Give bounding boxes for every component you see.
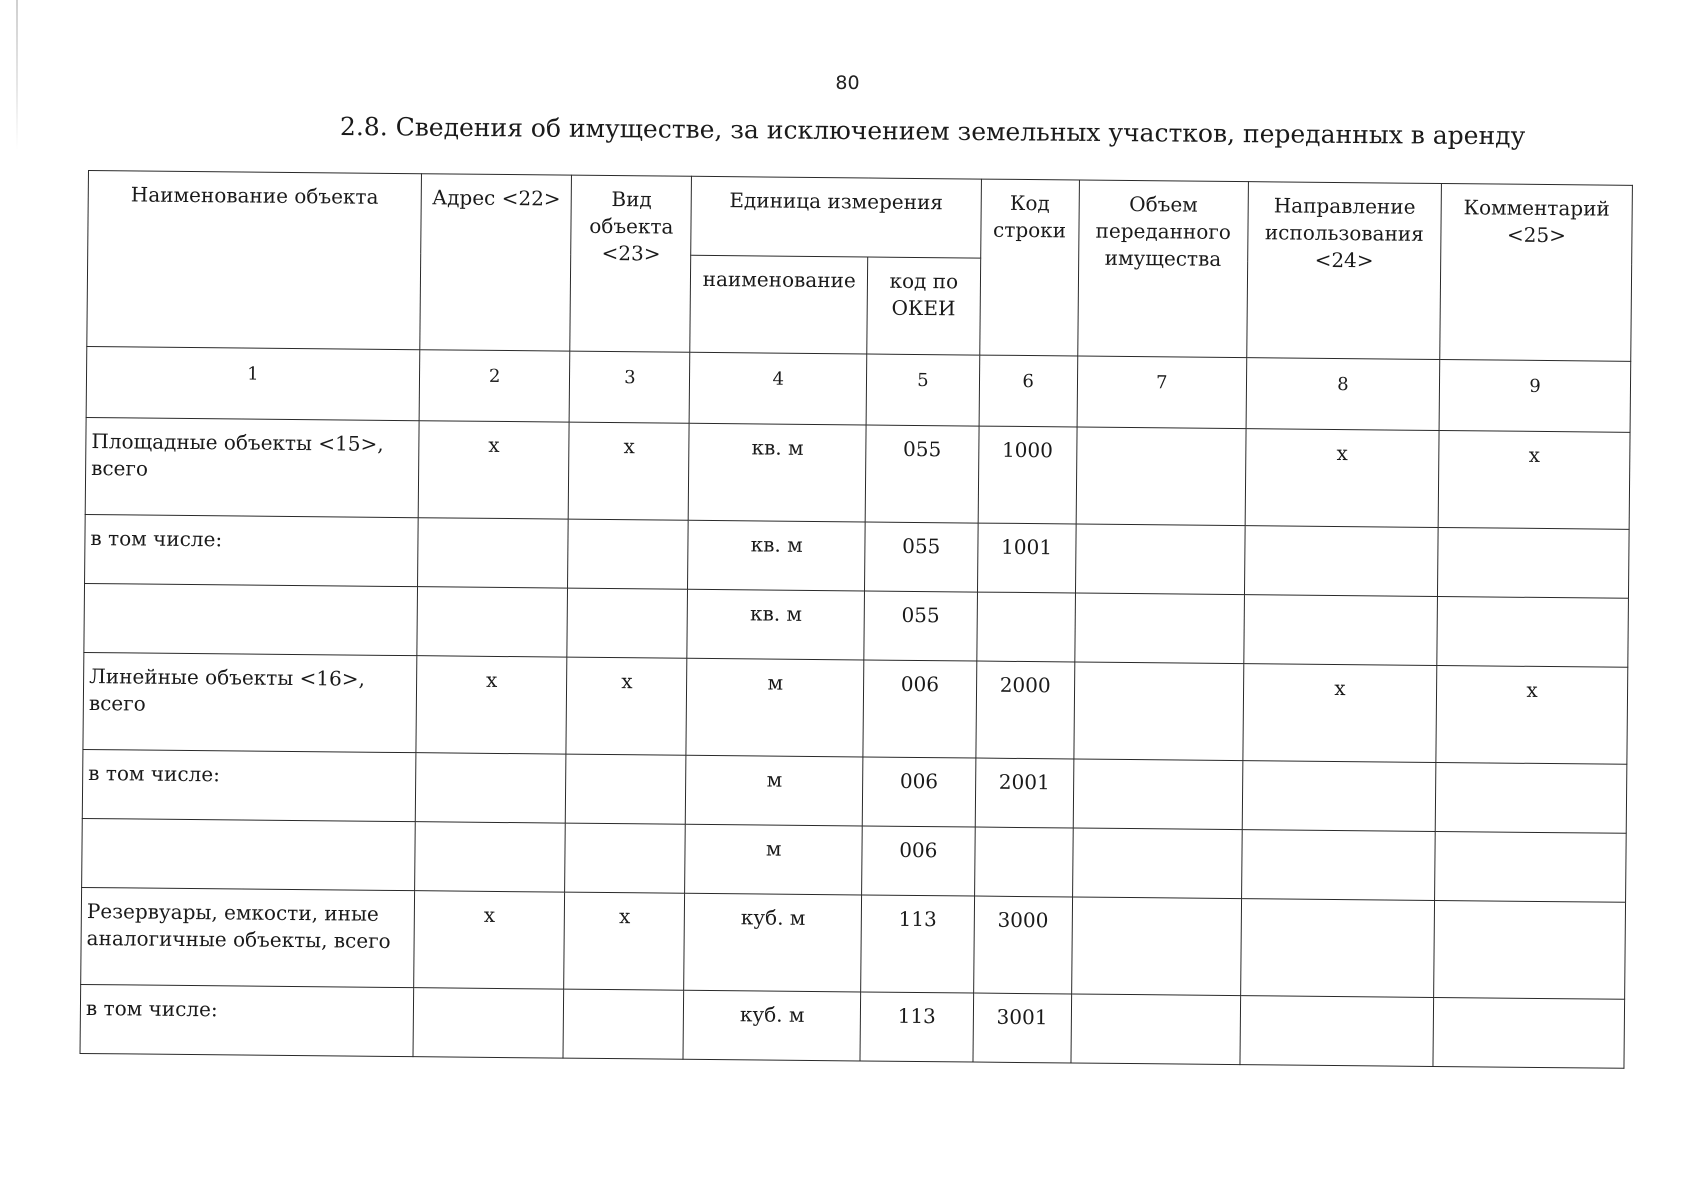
cell-name: в том числе:	[82, 749, 415, 821]
cell-name: Линейные объекты <16>, всего	[83, 652, 417, 752]
cell-comment: x	[1438, 430, 1630, 529]
cell-volume	[1075, 524, 1245, 595]
cell-volume	[1076, 427, 1246, 526]
cell-address	[413, 988, 564, 1058]
cell-unit: м	[685, 824, 862, 895]
cell-type: x	[569, 422, 690, 520]
header-row-code: Код строки	[979, 179, 1079, 356]
cell-code	[974, 827, 1073, 897]
cell-type	[567, 588, 688, 658]
header-unit-group: Единица измерения	[691, 176, 981, 258]
cell-okei: 055	[865, 522, 978, 592]
property-table-container	[80, 170, 1633, 1069]
cell-okei: 006	[863, 660, 976, 758]
cell-comment	[1437, 527, 1629, 598]
column-number: 6	[979, 355, 1078, 427]
header-comment: Комментарий <25>	[1440, 183, 1633, 361]
column-number: 9	[1439, 359, 1631, 432]
cell-code: 1000	[978, 426, 1077, 524]
header-type: Вид объекта <23>	[570, 175, 692, 352]
cell-address	[417, 518, 568, 588]
column-number: 2	[419, 350, 570, 422]
header-unit-name: наименование	[690, 255, 868, 354]
cell-code	[976, 592, 1075, 662]
cell-unit: кв. м	[689, 423, 867, 522]
cell-volume	[1071, 994, 1241, 1065]
cell-type	[566, 754, 687, 824]
cell-name: Площадные объекты <15>, всего	[85, 417, 419, 517]
cell-name: Резервуары, емкости, иные аналогичные объекты, всего	[81, 887, 415, 987]
table-row-area-total	[85, 417, 1630, 529]
column-number: 8	[1246, 358, 1440, 431]
table-row-reservoir-including	[80, 984, 1625, 1068]
header-row-main	[88, 171, 1633, 265]
header-address: Адрес <22>	[420, 174, 572, 351]
column-number: 4	[689, 352, 866, 425]
cell-direction	[1244, 595, 1438, 666]
cell-volume	[1071, 897, 1241, 996]
section-title: 2.8. Сведения об имуществе, за исключением земельных участков, переданных в аренду	[339, 112, 1526, 151]
cell-direction: x	[1245, 429, 1439, 528]
cell-address: x	[413, 891, 565, 989]
cell-name: в том числе:	[85, 514, 418, 586]
cell-direction	[1241, 830, 1435, 901]
cell-name	[82, 818, 415, 890]
cell-name	[84, 583, 417, 655]
cell-volume	[1074, 662, 1244, 761]
column-number: 5	[866, 354, 979, 426]
cell-unit: кв. м	[688, 520, 865, 591]
cell-volume	[1075, 593, 1245, 664]
column-number: 1	[86, 346, 419, 420]
cell-code: 3000	[973, 896, 1072, 994]
cell-type	[565, 823, 686, 893]
cell-volume	[1073, 759, 1243, 830]
cell-direction	[1244, 526, 1438, 597]
cell-type: x	[566, 657, 687, 755]
cell-comment	[1437, 596, 1629, 667]
cell-comment: x	[1436, 665, 1628, 764]
cell-okei: 113	[860, 992, 973, 1062]
cell-direction	[1242, 761, 1436, 832]
cell-unit: кв. м	[687, 589, 864, 660]
cell-address	[414, 822, 565, 892]
cell-code: 2000	[975, 661, 1074, 759]
cell-type	[568, 519, 689, 589]
column-number: 7	[1077, 356, 1247, 429]
cell-okei: 006	[862, 826, 975, 896]
header-name: Наименование объекта	[87, 171, 421, 350]
header-direction: Направление использования <24>	[1247, 182, 1442, 360]
cell-volume	[1072, 828, 1242, 899]
page-number: 80	[835, 72, 860, 94]
cell-okei: 113	[861, 895, 974, 993]
cell-type	[563, 989, 684, 1059]
cell-okei: 055	[865, 425, 978, 523]
cell-code: 2001	[975, 758, 1074, 828]
cell-direction	[1240, 899, 1434, 998]
cell-name: в том числе:	[80, 984, 413, 1056]
cell-unit: м	[686, 755, 863, 826]
cell-direction	[1240, 996, 1434, 1067]
cell-okei: 055	[864, 591, 977, 661]
header-volume: Объем переданного имущества	[1077, 180, 1248, 358]
column-number: 3	[569, 351, 690, 423]
cell-code: 1001	[977, 523, 1076, 593]
cell-comment	[1435, 762, 1627, 833]
cell-comment	[1433, 997, 1625, 1068]
cell-code: 3001	[973, 993, 1072, 1063]
cell-address	[417, 587, 568, 657]
cell-unit: куб. м	[683, 990, 860, 1061]
cell-unit: куб. м	[684, 893, 862, 992]
cell-address: x	[416, 656, 568, 754]
table-row-reservoir-total	[81, 887, 1626, 999]
cell-type: x	[564, 892, 685, 990]
cell-comment	[1435, 831, 1627, 902]
cell-address	[415, 753, 566, 823]
table-row-linear-total	[83, 652, 1628, 764]
cell-okei: 006	[862, 757, 975, 827]
cell-address: x	[418, 421, 570, 519]
cell-unit: м	[686, 658, 864, 757]
property-table	[80, 170, 1633, 1069]
header-unit-code: код по ОКЕИ	[867, 257, 980, 355]
cell-comment	[1434, 900, 1626, 999]
cell-direction: x	[1243, 664, 1437, 763]
